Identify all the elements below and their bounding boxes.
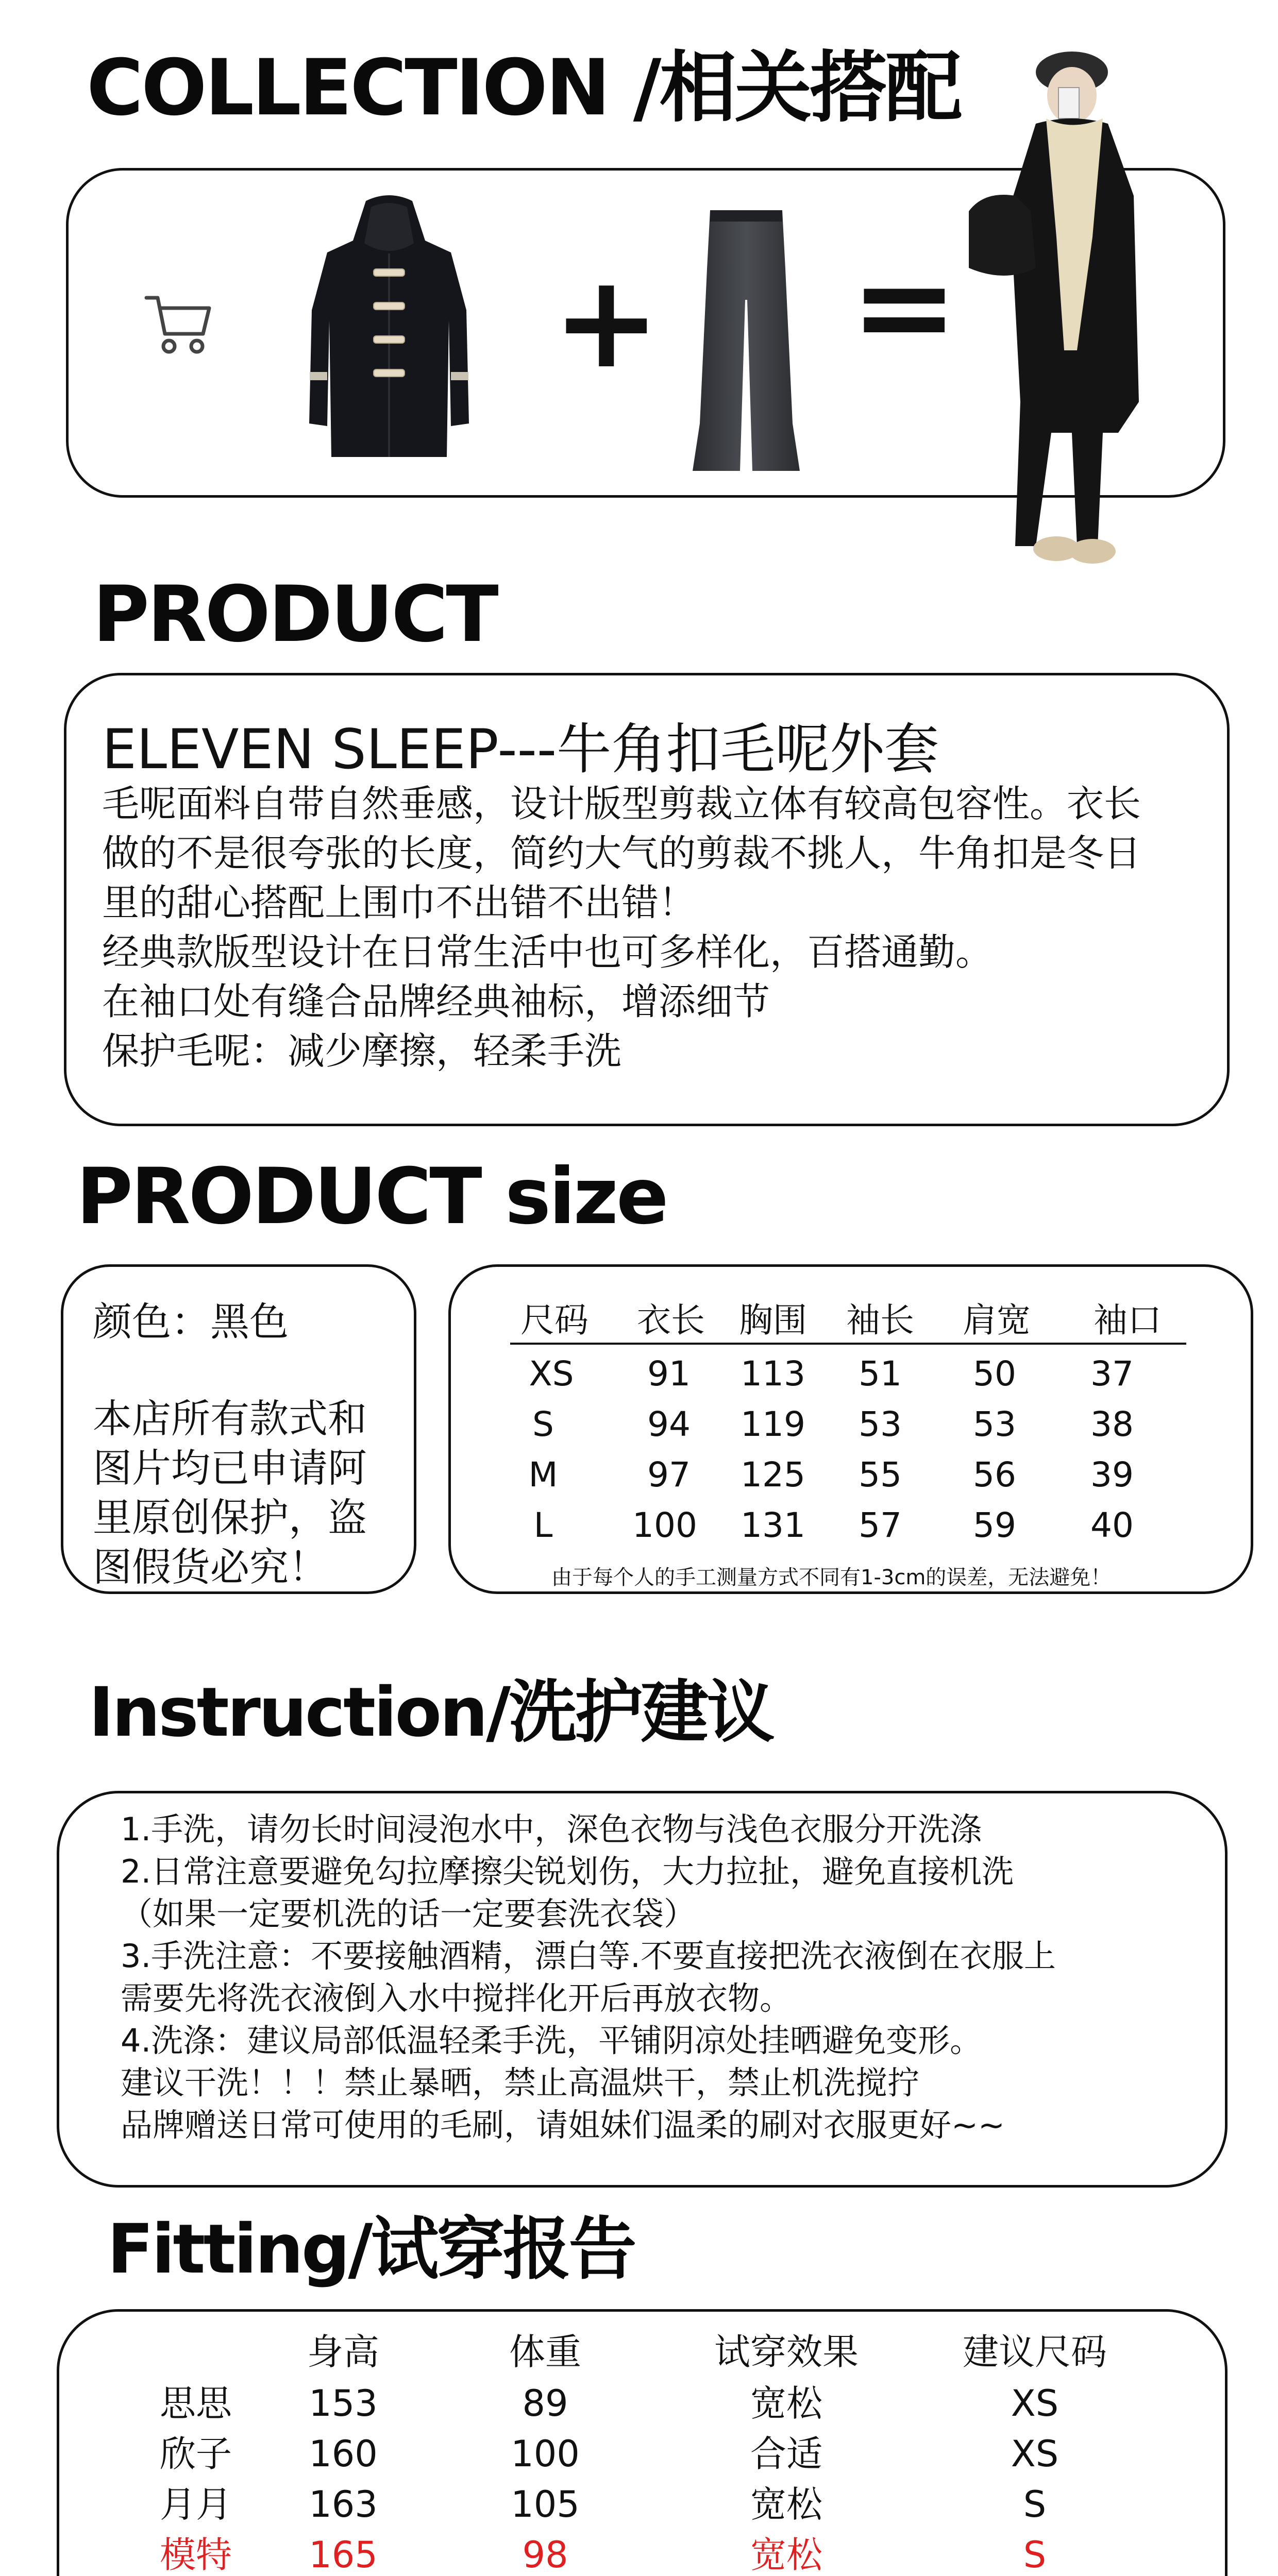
cart-icon[interactable] [142,289,214,361]
product-description-line: 在袖口处有缝合品牌经典袖标，增添细节 [102,980,770,1023]
copyright-line: 本店所有款式和 [93,1396,367,1442]
size-cell: 39 [1090,1455,1134,1495]
product-title: ELEVEN SLEEP---牛角扣毛呢外套 [102,718,939,781]
size-header: 袖口 [1094,1300,1162,1340]
copyright-line: 图假货必究！ [93,1544,328,1590]
care-instruction-line: （如果一定要机洗的话一定要套洗衣袋） [121,1895,696,1933]
size-header: 肩宽 [963,1300,1031,1340]
product-description-line: 经典款版型设计在日常生活中也可多样化，百搭通勤。 [102,930,993,974]
flared-jeans-image[interactable] [690,207,803,477]
care-instruction-line: 3.手洗注意：不要接触酒精，漂白等.不要直接把洗衣液倒在衣服上 [121,1937,1056,1975]
product-description-line: 里的甜心搭配上围巾不出错不出错！ [102,881,696,924]
size-cell: 37 [1090,1354,1134,1394]
fitting-header: 试穿效果 [714,2331,859,2373]
plus-icon: + [552,247,661,397]
fitting-cell: 宽松 [750,2483,822,2526]
size-header: 衣长 [637,1300,705,1340]
fitting-cell: 160 [309,2433,378,2475]
fitting-cell: XS [1011,2433,1059,2475]
fitting-cell: 100 [511,2433,580,2475]
fitting-cell: XS [1011,2382,1059,2425]
size-cell: L [533,1505,553,1545]
duffle-coat-image[interactable] [296,192,482,467]
measurement-note: 由于每个人的手工测量方式不同有1-3cm的误差，无法避免！ [551,1566,1112,1589]
fitting-cell: 98 [522,2534,568,2576]
size-header: 袖长 [846,1300,914,1340]
size-header: 胸围 [739,1300,807,1340]
fitting-name: 思思 [160,2382,232,2425]
size-cell: 57 [859,1505,902,1545]
care-instruction-line: 建议干洗！！！禁止暴晒，禁止高温烘干，禁止机洗搅拧 [121,2064,920,2102]
fitting-cell: 合适 [750,2433,822,2475]
size-cell: 53 [973,1404,1016,1444]
size-cell: 56 [973,1455,1016,1495]
fitting-name: 模特 [160,2534,232,2576]
product-description-line: 毛呢面料自带自然垂感，设计版型剪裁立体有较高包容性。衣长 [102,782,1141,825]
instruction-heading: Instruction/洗护建议 [89,1673,773,1752]
care-instruction-line: 品牌赠送日常可使用的毛刷，请姐妹们温柔的刷对衣服更好~~ [121,2106,1005,2144]
size-cell: 100 [632,1505,697,1545]
size-cell: 38 [1090,1404,1134,1444]
size-cell: 59 [973,1505,1016,1545]
size-cell: 125 [741,1455,805,1495]
fitting-cell: S [1023,2534,1047,2576]
copyright-line: 里原创保护，盗 [93,1495,367,1540]
fitting-cell: 宽松 [750,2534,822,2576]
collection-heading: COLLECTION /相关搭配 [87,43,961,133]
fitting-header: 建议尺码 [963,2331,1107,2373]
care-instruction-line: 4.洗涤：建议局部低温轻柔手洗，平铺阴凉处挂晒避免变形。 [121,2022,982,2059]
copyright-line: 图片均已申请阿 [93,1445,367,1491]
size-cell: 53 [859,1404,902,1444]
fitting-cell: 105 [511,2483,580,2526]
product-description-line: 做的不是很夸张的长度，简约大气的剪裁不挑人，牛角扣是冬日 [102,832,1141,875]
fitting-cell: 165 [309,2534,378,2576]
size-cell: 40 [1090,1505,1134,1545]
size-table-divider [510,1343,1186,1345]
fitting-cell: 163 [309,2483,378,2526]
outfit-model-image[interactable] [948,41,1165,574]
size-cell: 94 [647,1404,691,1444]
size-heading: PRODUCT size [76,1152,667,1242]
care-instruction-line: 1.手洗，请勿长时间浸泡水中，深色衣物与浅色衣服分开洗涤 [121,1810,982,1848]
fitting-cell: 宽松 [750,2382,822,2425]
size-cell: 119 [741,1404,805,1444]
care-instruction-line: 2.日常注意要避免勾拉摩擦尖锐划伤，大力拉扯，避免直接机洗 [121,1853,1014,1890]
product-description-line: 保护毛呢：减少摩擦，轻柔手洗 [102,1029,622,1073]
fitting-cell: S [1023,2483,1047,2526]
size-cell: 113 [741,1354,805,1394]
size-cell: 91 [647,1354,691,1394]
fitting-name: 欣子 [160,2433,232,2475]
fitting-header: 体重 [509,2331,581,2373]
fitting-header: 身高 [307,2331,379,2373]
size-cell: 51 [859,1354,902,1394]
size-cell: XS [529,1354,574,1394]
size-cell: 55 [859,1455,902,1495]
size-cell: S [532,1404,554,1444]
fitting-heading: Fitting/试穿报告 [107,2210,635,2289]
fitting-cell: 89 [522,2382,568,2425]
size-header: 尺码 [520,1300,588,1340]
size-cell: 50 [973,1354,1016,1394]
color-label: 颜色：黑色 [93,1299,289,1345]
care-instruction-line: 需要先将洗衣液倒入水中搅拌化开后再放衣物。 [121,1979,792,2017]
fitting-cell: 153 [309,2382,378,2425]
equals-icon: = [850,231,959,381]
size-cell: M [528,1455,558,1495]
size-cell: 97 [647,1455,691,1495]
fitting-name: 月月 [160,2483,232,2526]
size-cell: 131 [741,1505,805,1545]
product-heading: PRODUCT [93,570,497,659]
